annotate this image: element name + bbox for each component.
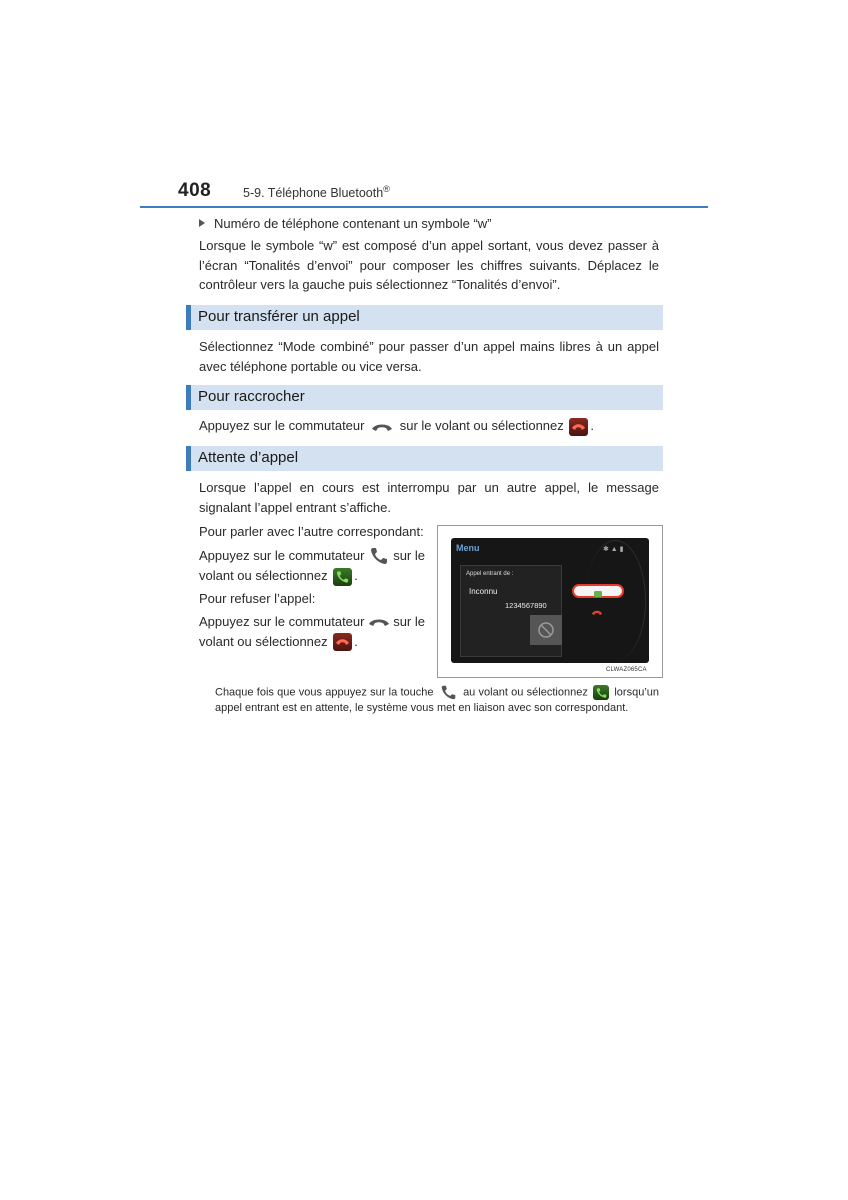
reject-icon [591, 608, 603, 616]
block-icon [530, 615, 562, 645]
section-heading-hangup: Pour raccrocher [186, 385, 663, 410]
hangup-switch-icon [371, 422, 393, 432]
caller-number: 1234567890 [505, 601, 547, 610]
call-waiting-paragraph: Lorsque l’appel en cours est interrompu par un autre appel, le message signalant l’appel entrant s’affiche. [199, 480, 659, 515]
refuse-instruction: Appuyez sur le commutateur sur le volant ou sélectionnez . [199, 612, 425, 651]
controller-arc [585, 540, 646, 661]
section-heading-call-waiting: Attente d’appel [186, 446, 663, 471]
screen-status-icons: ✱ ▲ ▮ [603, 546, 624, 553]
chapter-title: 5-9. Téléphone Bluetooth® [243, 184, 390, 201]
intro-paragraph: Lorsque le symbole “w” est composé d’un appel sortant, vous devez passer à l’écran “Tonalités d’envoi” pour composer les chiffres suivants. Déplacez le contrôleur vers la gauche puis sélectionnez “Tonalités d’envoi”. [199, 238, 659, 292]
talk-instruction: Appuyez sur le commutateur sur le volant ou sélectionnez . [199, 546, 425, 586]
hangup-switch-icon [368, 617, 390, 627]
hangup-paragraph: Appuyez sur le commutateur sur le volant ou sélectionnez . [199, 416, 659, 436]
triangle-bullet-icon [199, 219, 205, 227]
answer-icon [574, 589, 622, 599]
pickup-switch-icon [369, 546, 389, 566]
image-code: CLWAZ065CA [606, 667, 647, 673]
block-button [530, 615, 562, 645]
header-divider [140, 206, 708, 208]
hangup-button-icon [333, 633, 352, 651]
page-number: 408 [178, 180, 212, 201]
incoming-call-label: Appel entrant de : [466, 571, 514, 577]
screen-menu-label: Menu [456, 543, 480, 553]
section-heading-transfer: Pour transférer un appel [186, 305, 663, 330]
reject-button [591, 603, 603, 621]
registered-mark: ® [383, 184, 390, 194]
answer-button-icon [593, 685, 609, 700]
talk-label: Pour parler avec l’autre correspondant: [199, 524, 424, 539]
answer-button-icon [333, 568, 352, 586]
hangup-button-icon [569, 418, 588, 436]
refuse-label: Pour refuser l’appel: [199, 591, 316, 606]
pickup-switch-icon [440, 684, 457, 701]
caller-name: Inconnu [469, 587, 498, 596]
bullet-item: Numéro de téléphone contenant un symbole “w” [199, 216, 492, 231]
answer-button [572, 584, 624, 598]
note-paragraph: Chaque fois que vous appuyez sur la touche au volant ou sélectionnez lorsqu’un appel entrant est en attente, le système vous met en liaison avec son correspondant. [215, 684, 659, 715]
transfer-paragraph: Sélectionnez “Mode combiné” pour passer d’un appel mains libres à un appel avec téléphone portable ou vice versa. [199, 339, 659, 374]
